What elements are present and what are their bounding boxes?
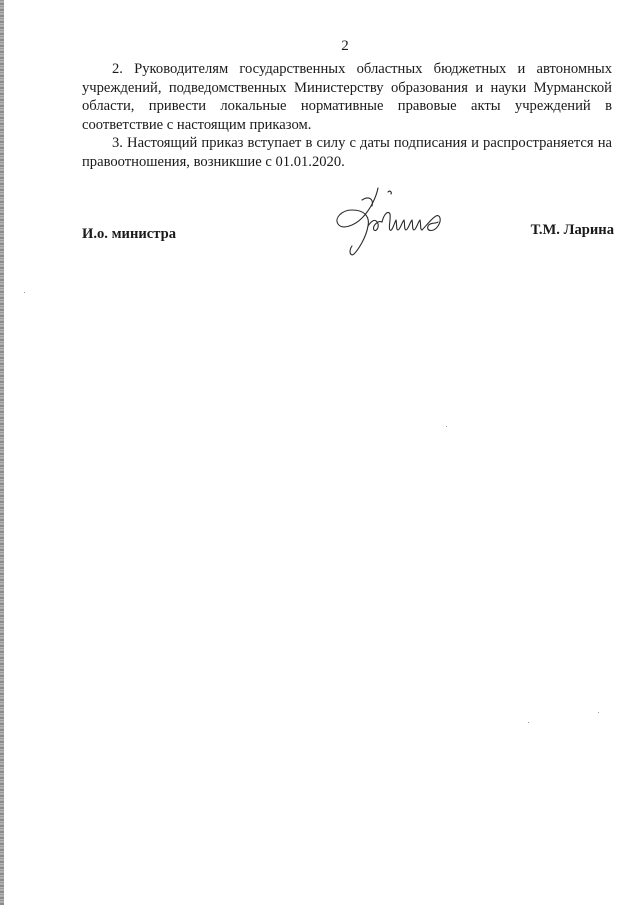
scan-speck — [598, 712, 599, 713]
scan-edge — [0, 0, 4, 905]
paragraph-3: 3. Настоящий приказ вступает в силу с даты подписания и распространяется на правоотношения, возникшие с 01.01.2020. — [82, 135, 612, 170]
scan-speck — [446, 426, 447, 427]
scan-speck — [24, 292, 25, 293]
signatory-title: И.о. министра — [82, 226, 176, 242]
signatory-name: Т.М. Ларина — [530, 222, 614, 238]
page-number: 2 — [341, 38, 349, 54]
handwritten-signature — [318, 180, 468, 260]
paragraph-2: 2. Руководителям государственных областных бюджетных и автономных учреждений, подведомственных Министерству образования и науки Мурманской области, привести локальные нормативные правовые акты учреждений в соответствие с настоящим приказом. — [82, 61, 612, 133]
document-body — [82, 60, 612, 171]
scan-speck — [528, 722, 529, 723]
